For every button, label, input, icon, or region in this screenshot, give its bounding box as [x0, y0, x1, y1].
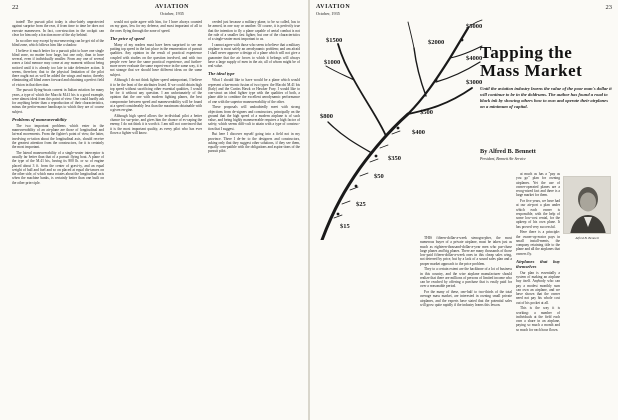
paragraph: Many of my readers must have been surprised to see me putting top speed in the last place in the enumeration of pursuit qualities. Any opinion in the result of practical experience coupled with studies on the question involved, and with two people ever have the same practical experience, and further-more never evaluate the same experi-ence in the same way, it is not strange that we should have different ideas on the same subject. [110, 42, 202, 77]
graph-label-6: $1000 [324, 59, 341, 66]
graph-label-4: $2000 [428, 39, 445, 46]
paragraph: Although I do not think fighter speed unimportant, I believe it to be the least of the attributes listed. If we could obtain high top speed without sacrificing other essential qualities, I would be for it without any question. I am unfortunately of the opinion that the one with modern fighting planes, the best compromise between speed and maneuverability will be found at a speed considerably less than the maximum obtainable with a given en-gine. [110, 78, 202, 112]
paragraph: I believe it much better for a pursuit pilot to have one single blind zone, no matter how large, but one only, than to have several, even if individually smaller. From any one of several zones a fatal menace may come at any moment without being noticed until it is already too late to take defensive action. It seems, therefore, that to the physical limitation of the pilot there ought not as well be added the wings and motor, thereby eliminating all blind zones forward and obtaining a perfect field of vision in that direction. [12, 48, 104, 87]
graph-label-9: $400 [412, 129, 425, 136]
graph-label-10: $350 [388, 155, 401, 162]
graph-label-12: $25 [356, 201, 366, 208]
paragraph: These proposals will undoubtedly meet with strong objections from de-signers and constructors, principally on the ground that the high speed of a modern airplane is of such value, and being highly maneuverable requires a high factor of safety, which seems diffi-cult to attain with a type of construc-tion that I suggest. [208, 105, 300, 131]
paragraph: For the many of these, one-half to two-thirds of the total average mass market, are interested in owning small private airplanes, and the experts have stated that the potential sales will grow quite rapidly if the industry learns this lesson. [420, 290, 512, 307]
article-title [480, 44, 612, 80]
article-title-line-2: Mass Market [480, 61, 583, 80]
article-byline-role: President, Bennett Air Service [480, 157, 526, 161]
article-title-line-1: Tapping the [480, 43, 573, 62]
paragraph: at much as has a "pay as you go" plan for owning airplanes. Yet the use of owner-operated planes are a recog-nized fact and there is a large market for them. [516, 172, 560, 198]
right-page-number: 23 [605, 4, 612, 11]
paragraph: They to a certain extent are the backbone of a lot of business in this country, and the wise airplane manufacturer should realize that there are millions of persons of limited income who can be reached by offering a purchase that is easily paid for over a reasonable period. [420, 267, 512, 289]
paragraph: THIS fifteen-dollar-a-week stenogra-pher, the most numerous buyer of a private airplane, must be taken just as much as eighteen-thousand-dollar-a-year men who pur-chase large planes and big planes. There are many thousands of those low-paid fifteen-dollar-a-week ones in this cheap sales wing, not deterred by price, but by a lack of a sound sales plan and a proper market approach to the price problem. [420, 236, 512, 266]
paragraph: This is the way it is working: a number of individuals at the field each own a share in an airplane, paying so much a month and so much for each hour flown. [516, 306, 560, 332]
paragraph: I cannot agree with those who seem to believe that a military airplane is most safely an aerodynamic problem; and am afraid I shall never approve a design of a plane which will not give a guarantee that the air forces to which it belongs will always have a large supply of men in the air, all of whom might be of real value. [208, 42, 300, 68]
price-tree-illustration [316, 18, 488, 240]
graph-label-7: $800 [320, 113, 333, 120]
paragraph: ceeded just because a military plane, to be so called, has to be armed, in one way or another. Of course, it is perfectly true that the intention to fly a plane capable of aerial combat is not the rule of a smaller fast fighter, but one of the characteristics of a single-seater most important to us. [208, 20, 300, 41]
graph-label-5: $1500 [326, 37, 343, 44]
paragraph: The pursuit flying-boats current in Italian aviation for many years, a type of which the Macchi M.41 bis is a good example, were almost ideal from this point of view. One could hardly ask for anything better than a reproduction of their characteristics, minus the perfor-mance handicaps to which they are of course subject. [12, 88, 104, 114]
section-heading: The price of speed [110, 35, 145, 41]
graph-label-13: $15 [340, 223, 350, 230]
left-masthead-date: October, 1935 [160, 11, 184, 16]
right-masthead [316, 4, 350, 16]
graph-label-2: $4000 [466, 55, 483, 62]
author-photo [563, 176, 611, 234]
paragraph: For five years, we have had at our air-port a plan under which each owner is responsible, with the help of some low-cost rental, for the upkeep of his own plane. It has proved very successful. [516, 199, 560, 229]
paragraph: The lateral maneuverability of a single-seater interceptor is usually far better than that of a pursuit flying boat. A plane of the type of the M.41 bis, having its 800 lb. or so of engine placed about 3 ft. from the center of gravi-ty, and an equal weight of hull and fuel and so on placed at equal dis-tances on the other side, of which mass rotates about the longitudinal axis when the machine banks, is certainly better than one built on the other prin-ciple. [12, 150, 104, 185]
left-masthead-title: AVIATION [154, 4, 190, 10]
paragraph: What I should like to have would be a plane which would represent a har-monic fusion of two types: the Macchi M.41 bis (Italy) and the Curtiss Hawk or Hawker Fury. I would like to con-struct an ideal fighter type with the qualities of both, a plane able to combine the excellent aerodynamic performance of one with the superior maneuverability of the other. [208, 78, 300, 104]
article-deck: Until the aviation industry learns the value of the poor man's dollar it will continue to be in the doldrums. The author has found a road to black ink by showing others how to own and operate their airplanes on a minimum of capital. [480, 86, 612, 109]
graph-label-11: $50 [374, 173, 384, 180]
right-page-header [316, 4, 612, 18]
left-masthead [132, 4, 212, 16]
section-heading: Problems of maneuverability [12, 116, 67, 122]
left-article-column-1 [12, 20, 104, 414]
left-page-header [12, 4, 302, 18]
left-article-column-2 [110, 20, 202, 414]
paragraph: But here I discover myself going into a field not in my province. There I de-fer to the designers and constructors, asking only that they suggest other solutions, if they see them, equally com-patible with the obligations and aspira-tions of the pursuit pilot. [208, 132, 300, 154]
right-article-column-1 [420, 236, 512, 414]
paragraph: In no other way except by ma-neuvering can he get rid of the blind zone, which follows him like a shadow. [12, 38, 104, 47]
paragraph: Here there is a principle: the owner-op-erator pays in small install-ments, the company retaining title to the plane and all the airplanes that owners fly. [516, 230, 560, 256]
section-heading: Airplanes that buy themselves [516, 258, 560, 269]
paragraph: trated! The pursuit pilot today is abso-lutely unprotected against surprise from the rear, if from time to time he does not execute maneuvers. In fact, con-struction in the cockpit can clear for him only a fraction more of the sky behind. [12, 20, 104, 37]
left-article-column-3 [208, 20, 300, 414]
graph-label-3: $3000 [466, 79, 483, 86]
article-byline: By Alfred B. Bennett [480, 148, 536, 155]
right-masthead-date: October, 1935 [316, 11, 340, 16]
page-gutter [308, 0, 310, 420]
section-heading: The ideal type [208, 71, 235, 77]
paragraph: Although high speed allows the in-dividual pilot a better chance for sur-prise, and gives him the chance of es-caping the enemy, I do not think it is worth it. I am still not convinced that it is the most important quality, as every pilot who has ever flown a fighter will know. [110, 113, 202, 135]
right-article-column-2 [516, 172, 560, 414]
graph-label-1: $5000 [466, 23, 483, 30]
left-page-number: 22 [12, 4, 19, 11]
paragraph: would not quite agree with him, for I have always counted on my guns, less for my defense, and most important of all to the ones flying through the zone of speed. [110, 20, 202, 33]
graph-label-8: $500 [420, 109, 433, 116]
paragraph: The two important problems which enter in the maneuverability of an air-plane are those of longitudinal and lat-eral movements. From the fighter's point of view, the latter, involving ro-tation about the longitudinal axis, should receive the greatest attention from the constructors, for it is certainly the most important. [12, 123, 104, 149]
author-portrait-icon [564, 177, 611, 234]
paragraph: Our plan is essentially a system of making an airplane buy itself. Anybody who can pay a modest monthly sum can own an airplane, and we have shown that the owner need not pay his whole cost out of his pocket at all. [516, 270, 560, 305]
right-masthead-title: AVIATION [316, 4, 351, 10]
author-photo-caption: Alfred B. Bennett [575, 236, 599, 240]
